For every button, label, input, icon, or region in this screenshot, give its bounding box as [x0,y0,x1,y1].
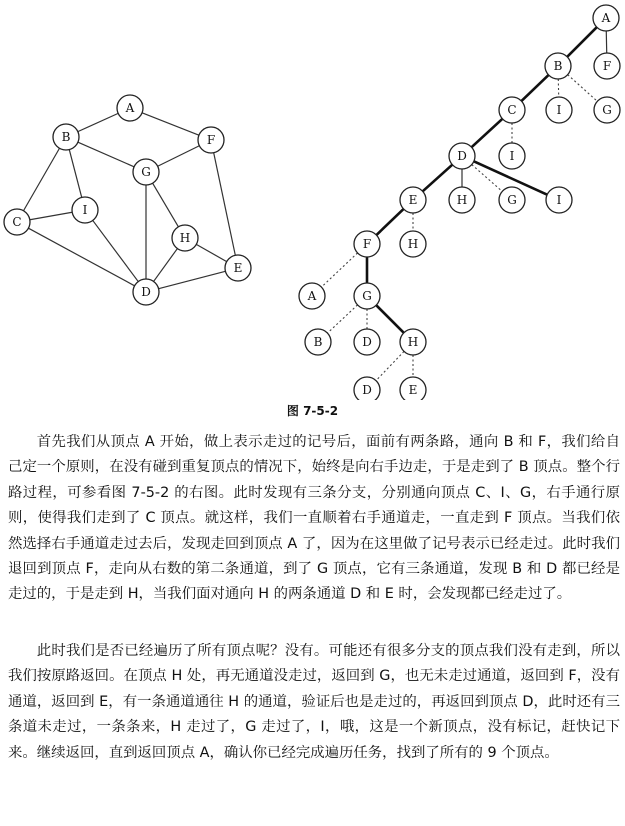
svg-text:I: I [509,149,515,163]
tree-node-f1 [594,53,620,79]
tree-node-g2 [499,187,525,213]
graph-node-a [117,95,143,121]
tree-node-f2 [354,231,380,257]
tree-node-c [499,97,525,123]
tree-edge-a-b [567,27,597,57]
svg-text:A: A [601,11,611,25]
svg-text:D: D [141,285,151,299]
tree-node-h1 [449,187,475,213]
svg-text:E: E [233,261,243,275]
svg-text:C: C [12,215,22,229]
tree-edge-b-g1 [568,75,598,102]
tree-node-h3 [400,329,426,355]
graph-node-c [4,209,30,235]
tree-edge-c-d [472,119,503,147]
svg-text:C: C [507,103,517,117]
graph-node-e [225,255,251,281]
svg-text:F: F [362,237,372,251]
svg-text:A: A [307,289,317,303]
svg-text:G: G [141,165,151,179]
tree-edge-f2-a2 [321,253,357,287]
svg-text:B: B [313,335,323,349]
svg-text:I: I [556,103,562,117]
tree-node-d [449,143,475,169]
tree-edge-b-c [521,75,548,101]
graph-edge-c-i [30,212,72,219]
svg-text:I: I [82,203,88,217]
traversal-tree [299,5,620,400]
svg-text:E: E [408,383,418,397]
svg-text:I: I [556,193,562,207]
figure-caption: 图 7-5-2 [286,404,339,418]
paragraph-2: 此时我们是否已经遍历了所有顶点呢？没有。可能还有很多分支的顶点我们没有走到，所以我们按原路返回。在顶点 H 处，再无通道没走过，返回到 G，也无未走过通道，返回到 F，没有通道，返回到 E，有一条通道通往 H 的通道，验证后也是走过的，再返回到顶点 D，此时还有三条道未走过，一条条来，H 走过了，G 走过了，I，哦，这是一个新顶点，没有标记，赶快记下来。继续返回，直到返回顶点 A，确认你已经完成遍历任务，找到了所有的 9 个顶点。 [8,643,620,761]
svg-text:H: H [407,335,419,349]
tree-node-e [400,187,426,213]
svg-text:A: A [125,101,135,115]
tree-edge-d-e [423,165,453,192]
svg-text:D: D [362,335,372,349]
graph-edge-d-e [159,271,226,288]
graph-edge-h-d [154,249,178,282]
svg-text:B: B [61,130,71,144]
tree-node-g3 [354,283,380,309]
graph-node-d [133,279,159,305]
svg-text:H: H [456,193,468,207]
graph-edge-c-d [28,228,134,286]
tree-node-i1 [546,97,572,123]
tree-node-d2 [354,329,380,355]
tree-edge-h3-d3 [376,351,404,380]
tree-edge-g3-b2 [327,305,357,333]
svg-text:D: D [457,149,467,163]
graph-edge-i-d [93,220,138,281]
svg-text:H: H [407,237,419,251]
figure-7-5-2 [0,0,625,400]
tree-node-d3 [354,377,380,400]
graph-edge-b-c [23,148,59,210]
tree-edge-e-f2 [376,209,403,235]
tree-node-g1 [594,97,620,123]
graph-edge-a-f [142,113,199,135]
tree-node-e2 [400,377,426,400]
svg-text:G: G [362,289,372,303]
tree-node-a [593,5,619,31]
graph-edge-h-e [196,244,226,261]
left-graph [4,95,251,305]
graph-edge-f-e [214,153,236,256]
graph-edge-g-h [153,183,179,227]
svg-text:H: H [179,231,191,245]
tree-node-a2 [299,283,325,309]
tree-node-b [545,53,571,79]
svg-text:D: D [362,383,372,397]
tree-edge-g3-h3 [376,305,404,333]
graph-edge-f-g [158,146,200,167]
svg-text:B: B [553,59,563,73]
tree-node-i2 [499,143,525,169]
graph-node-f [198,127,224,153]
graph-node-h [172,225,198,251]
paragraph-1: 首先我们从顶点 A 开始，做上表示走过的记号后，面前有两条路，通向 B 和 F，我们给自己定一个原则，在没有碰到重复顶点的情况下，始终是向右手边走，于是走到了 B 顶点。整个行路过程，可参看图 7-5-2 的右图。此时发现有三条分支，分别通向顶点 C、I、G，右手通行原则，使得我们走到了 C 顶点。就这样，我们一直顺着右手通道走，一直走到 F 顶点。当我们依然选择右手通道走过去后，发现走回到顶点 A 了，因为在这里做了记号表示已经走过。此时我们退回到顶点 F，走向从右数的第二条通道，到了 G 顶点，它有三条通道，发现 B 和 D 都已经是走过的，于是走到 H，当我们面对通向 H 的两条通道 D 和 E 时，会发现都已经走过了。 [8,434,620,603]
svg-text:E: E [408,193,418,207]
tree-node-i3 [546,187,572,213]
graph-edge-a-b [78,113,118,131]
tree-node-b2 [305,329,331,355]
graph-node-b [53,124,79,150]
svg-text:G: G [507,193,517,207]
svg-text:F: F [206,133,216,147]
graph-node-g [133,159,159,185]
svg-text:F: F [602,59,612,73]
tree-node-h2 [400,231,426,257]
graph-edge-b-i [69,150,81,198]
svg-text:G: G [602,103,612,117]
graph-node-i [72,197,98,223]
graph-edge-b-g [78,142,134,167]
